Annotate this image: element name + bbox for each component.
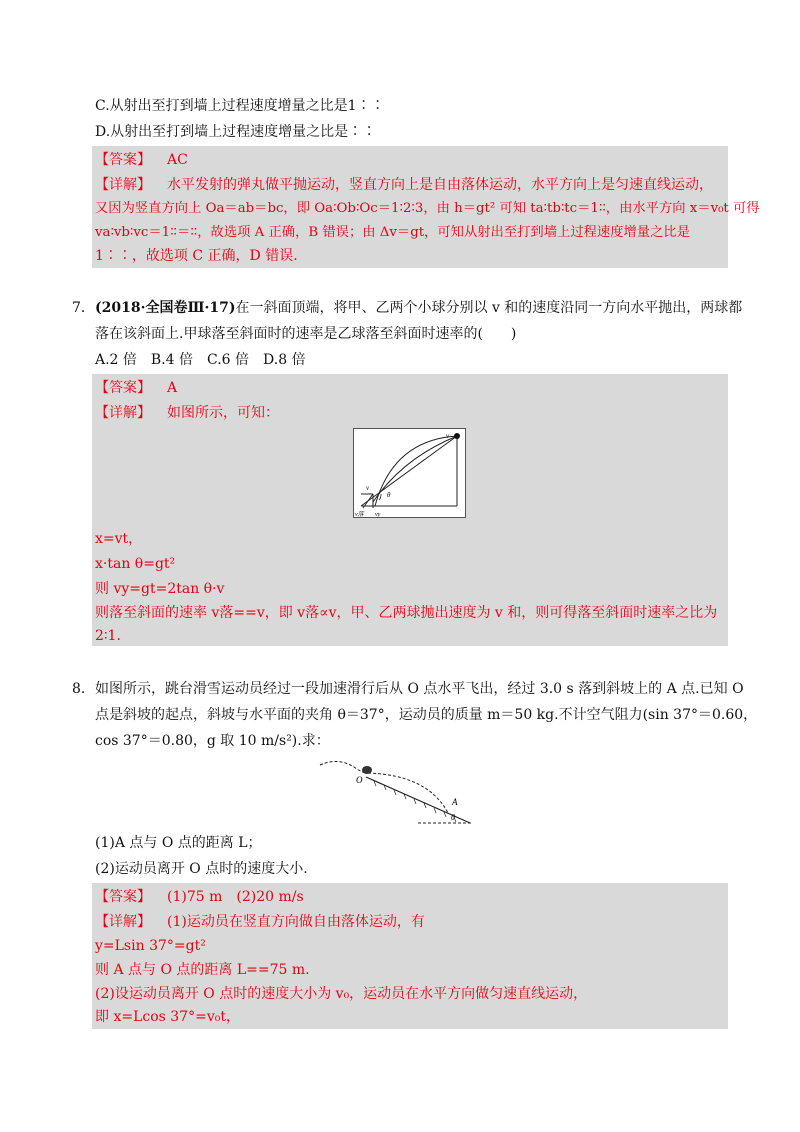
detail-tag: 【详解】 <box>95 914 151 930</box>
q8-answer-block <box>92 883 728 1029</box>
answer-tag: 【答案】 <box>95 380 151 396</box>
detail-tag: 【详解】 <box>95 405 151 421</box>
q7-eq-1: x=vt， <box>95 531 143 547</box>
q6-answer-row <box>95 150 188 170</box>
q6-detail-row <box>95 175 713 195</box>
q7-detail-row <box>95 403 279 423</box>
q6-answer: AC <box>167 152 188 168</box>
q7-options: A.2 倍 B.4 倍 C.6 倍 D.8 倍 <box>95 352 306 368</box>
q7-stem-text: 在一斜面顶端，将甲、乙两个小球分别以 v 和的速度沿同一方向水平抛出，两球都 <box>235 300 743 316</box>
q7-source: (2018·全国卷Ⅲ·17) <box>95 300 236 316</box>
label-a: A <box>452 797 458 807</box>
q8-detail-5: 即 x=Lcos 37°=v₀t， <box>95 1009 240 1025</box>
q8-detail-4: (2)设运动员离开 O 点时的速度大小为 v₀，运动员在水平方向做匀速直线运动， <box>95 986 588 1002</box>
flight-path <box>368 773 448 813</box>
label-v-left: v <box>366 484 370 492</box>
q6-detail-2: 又因为竖直方向上 Oa＝ab＝bc，即 Oa∶Ob∶Oc＝1∶2∶3，由 h＝gt² 可知 ta∶tb∶tc＝1∶∶，由水平方向 x＝v₀t 可得 <box>95 201 760 216</box>
q7-eq-2: x·tan θ=gt² <box>95 556 176 572</box>
label-o: O <box>356 775 363 785</box>
q7-eq-5: 2∶1. <box>95 628 121 644</box>
label-theta: θ <box>451 813 455 822</box>
q7-eq-3: 则 vy=gt=2tan θ·v <box>95 581 225 597</box>
q7-detail-1: 如图所示，可知： <box>167 405 279 421</box>
q6-answer-block <box>92 146 760 268</box>
q8-sub-2: (2)运动员离开 O 点时的速度大小. <box>95 861 308 877</box>
q8-detail-2: y=Lsin 37°=gt² <box>95 938 206 954</box>
q6-detail-3: va∶vb∶vc＝1∶∶＝∶∶，故选项 A 正确，B 错误；由 Δv＝gt，可知从射出至打到墙上过程速度增量之比是 <box>95 225 690 240</box>
detail-tag: 【详解】 <box>95 177 151 193</box>
q8-detail-row <box>95 912 425 932</box>
q6-detail-1: 水平发射的弹丸做平抛运动，竖直方向上是自由落体运动，水平方向上是匀速直线运动， <box>167 177 713 193</box>
answer-tag: 【答案】 <box>95 152 151 168</box>
q7-answer: A <box>167 380 178 396</box>
slope-hatching <box>374 781 456 822</box>
ball-icon <box>454 433 460 439</box>
skier-icon <box>362 766 372 774</box>
label-v-fall: v落 <box>355 512 364 518</box>
q7-answer-row <box>95 378 177 398</box>
q8-sub-1: (1)A 点与 O 点的距离 L； <box>95 835 262 851</box>
q8-answer: (1)75 m (2)20 m/s <box>167 889 304 905</box>
label-v-top: v <box>446 432 450 440</box>
q8-ski-jump-figure <box>318 757 478 825</box>
q7-stem-1 <box>95 298 742 318</box>
label-theta: θ <box>387 491 391 499</box>
q6-detail-4: 1∶∶，故选项 C 正确，D 错误. <box>95 248 298 264</box>
q8-detail-1: (1)运动员在竖直方向做自由落体运动，有 <box>167 914 425 930</box>
label-vy: vy <box>375 512 381 518</box>
q8-stem-1: 如图所示，跳台滑雪运动员经过一段加速滑行后从 O 点水平飞出，经过 3.0 s 落到斜坡上的 A 点.已知 O <box>95 681 744 697</box>
q7-number: 7． <box>72 300 95 316</box>
q8-stem-3: cos 37°＝0.80，g 取 10 m/s²).求： <box>95 733 330 749</box>
q6-option-d: D.从射出至打到墙上过程速度增量之比是∶∶ <box>95 124 377 140</box>
q7-projectile-figure <box>353 428 466 518</box>
q8-answer-row <box>95 887 304 907</box>
q7-stem-2: 落在该斜面上.甲球落至斜面时的速率是乙球落至斜面时速率的( ) <box>95 326 517 342</box>
q6-option-c: C.从射出至打到墙上过程速度增量之比是1∶∶ <box>95 98 385 114</box>
q7-eq-4: 则落至斜面的速率 v落==v，即 v落∝v，甲、乙两球抛出速度为 v 和，则可得落至斜面时速率之比为 <box>95 605 718 621</box>
q8-stem-2: 点是斜坡的起点，斜坡与水平面的夹角 θ＝37°，运动员的质量 m＝50 kg.不计空气阻力(sin 37°＝0.60， <box>95 707 758 723</box>
q8-detail-3: 则 A 点与 O 点的距离 L==75 m. <box>95 962 310 978</box>
q8-number: 8． <box>72 681 95 697</box>
answer-tag: 【答案】 <box>95 889 151 905</box>
approach-ramp <box>320 761 368 773</box>
